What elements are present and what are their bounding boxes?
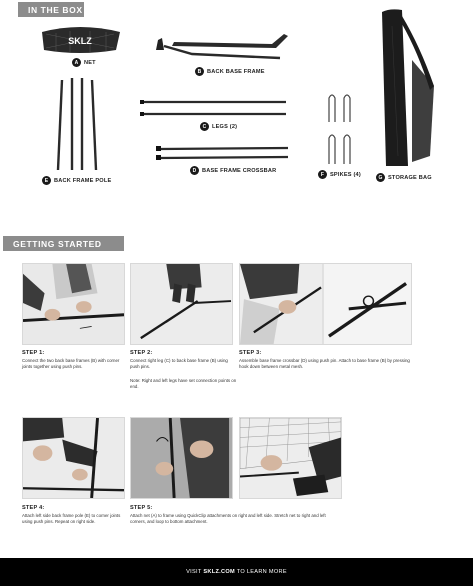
- part-badge: F: [318, 170, 327, 179]
- step-4-title: STEP 4:: [22, 505, 45, 511]
- footer-text: [186, 569, 287, 575]
- crossbar-illustration: [156, 144, 292, 164]
- part-label-text: BASE FRAME CROSSBAR: [202, 167, 277, 174]
- part-badge: A: [72, 58, 81, 67]
- step-2-note: Note: Right and left legs have set connection points on end.: [130, 378, 237, 389]
- back-base-frame-illustration: [152, 32, 292, 66]
- net-logo: SKLZ: [68, 36, 92, 46]
- footer-suffix: TO LEARN MORE: [234, 569, 287, 575]
- getting-started-heading: GETTING STARTED: [13, 238, 102, 249]
- step-4-photo: [22, 417, 125, 499]
- storage-bag-illustration: [372, 6, 442, 170]
- net-illustration: [36, 24, 124, 56]
- footer-link[interactable]: SKLZ.COM: [203, 569, 235, 575]
- part-label-legs: [200, 122, 237, 131]
- part-label-storage-bag: [376, 173, 432, 182]
- part-label-crossbar: [190, 166, 276, 175]
- part-label-net: [72, 58, 96, 67]
- footer-prefix: VISIT: [186, 569, 204, 575]
- part-label-text: LEGS (2): [212, 123, 238, 130]
- step-1-photo: [22, 263, 125, 345]
- back-frame-pole-illustration: [52, 76, 102, 174]
- step-1-title: STEP 1:: [22, 350, 45, 356]
- part-label-text: BACK BASE FRAME: [207, 68, 265, 75]
- step-1-text: Connect the two back base frames (B) with corner joints together using push pins.: [22, 358, 120, 369]
- part-label-text: STORAGE BAG: [388, 174, 432, 181]
- step-3-photo: [239, 263, 412, 345]
- step-5-photo-a: [130, 417, 233, 499]
- part-badge: D: [190, 166, 199, 175]
- part-badge: G: [376, 173, 385, 182]
- in-the-box-heading: IN THE BOX: [28, 4, 83, 15]
- step-2-text: Connect right leg (C) to back base frame (B) using push pins.: [130, 358, 228, 369]
- part-label-back-frame-pole: [42, 176, 111, 185]
- part-label-spikes: [318, 170, 361, 179]
- part-label-text: SPIKES (4): [330, 171, 361, 178]
- step-5-photo-b: [239, 417, 342, 499]
- part-label-text: NET: [84, 59, 96, 66]
- part-badge: B: [195, 67, 204, 76]
- step-3-title: STEP 3:: [239, 350, 262, 356]
- step-5-text: Attach net (A) to frame using QuickClip attachments on right and left side. Stretch net to right and left corners, and loop to bottom attachment.: [130, 513, 326, 524]
- step-2-photo: [130, 263, 233, 345]
- spikes-illustration: [324, 92, 358, 168]
- in-the-box-banner: [18, 2, 84, 17]
- part-badge: C: [200, 122, 209, 131]
- step-2-title: STEP 2:: [130, 350, 153, 356]
- part-label-text: BACK FRAME POLE: [54, 177, 112, 184]
- footer-bar: [0, 558, 473, 586]
- step-4-text: Attach left side back frame pole (E) to corner joints using push pins. Repeat on right side.: [22, 513, 121, 524]
- part-label-back-base-frame: [195, 67, 265, 76]
- part-badge: E: [42, 176, 51, 185]
- getting-started-banner: [3, 236, 124, 251]
- step-3-text: Assemble base frame crossbar (D) using push pin. Attach to base frame (B) by pressing hook down between metal mesh.: [239, 358, 410, 369]
- legs-illustration: [140, 96, 290, 122]
- step-5-title: STEP 5:: [130, 505, 153, 511]
